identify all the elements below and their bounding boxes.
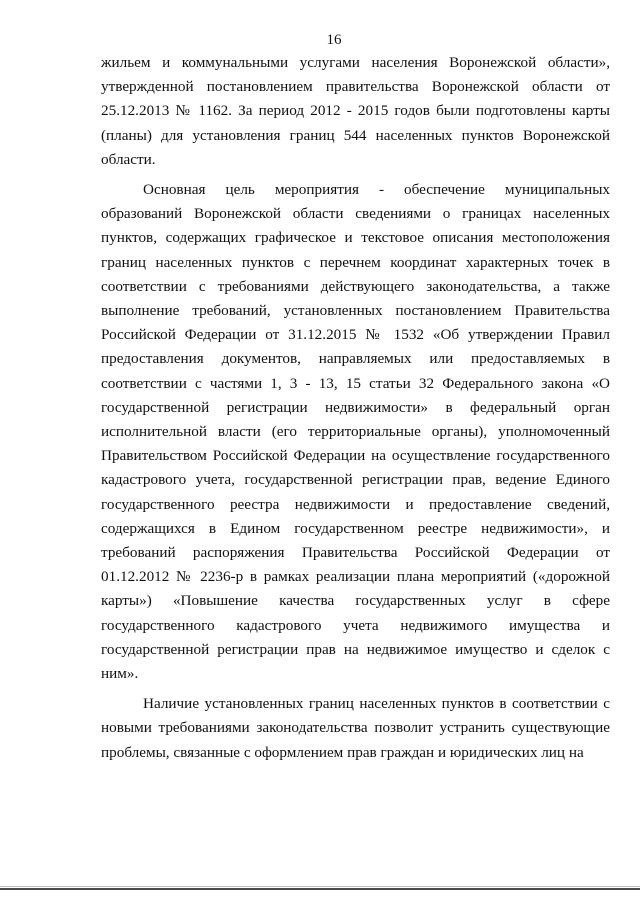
scan-edge-line <box>0 888 640 890</box>
paragraph-boundaries: Наличие установленных границ населенных пунктов в соответствии с новыми требованиями законодательства позволит устранить существующие проблемы, связанные с оформлением прав граждан и юридических лиц на <box>101 695 610 761</box>
page-number: 16 <box>326 32 342 48</box>
scan-edge-line-faint <box>0 886 640 887</box>
document-body <box>101 51 610 765</box>
paragraph-objective: Основная цель мероприятия - обеспечение муниципальных образований Воронежской области сведениями о границах населенных пунктов, содержащих графическое и текстовое описания местоположения границ населенных пунктов с перечнем координат характерных точек в соответствии с требованиями действующего законодательства, а также выполнение требований, установленных постановлением Правительства Российской Федерации от 31.12.2015 № 1532 «Об утверждении Правил предоставления документов, направляемых или предоставляемых в соответствии с частями 1, 3 - 13, 15 статьи 32 Федерального закона «О государственной регистрации недвижимости» в федеральный орган исполнительной власти (его территориальные органы), уполномоченный Правительством Российской Федерации на осуществление государственного кадастрового учета, государственной регистрации прав, ведение Единого государственного реестра недвижимости и предоставление сведений, содержащихся в Едином государственном реестре недвижимости», и требований распоряжения Правительства Российской Федерации от 01.12.2012 № 2236-р в рамках реализации плана мероприятий («дорожной карты») «Повышение качества государственных услуг в сфере государственного кадастрового учета недвижимого имущества и государственной регистрации прав на недвижимое имущество и сделок с ним». <box>101 181 610 683</box>
paragraph-continuation: жильем и коммунальными услугами населения Воронежской области», утвержденной постановлением правительства Воронежской области от 25.12.2013 № 1162. За период 2012 - 2015 годов были подготовлены карты (планы) для установления границ 544 населенных пунктов Воронежской области. <box>101 54 610 168</box>
